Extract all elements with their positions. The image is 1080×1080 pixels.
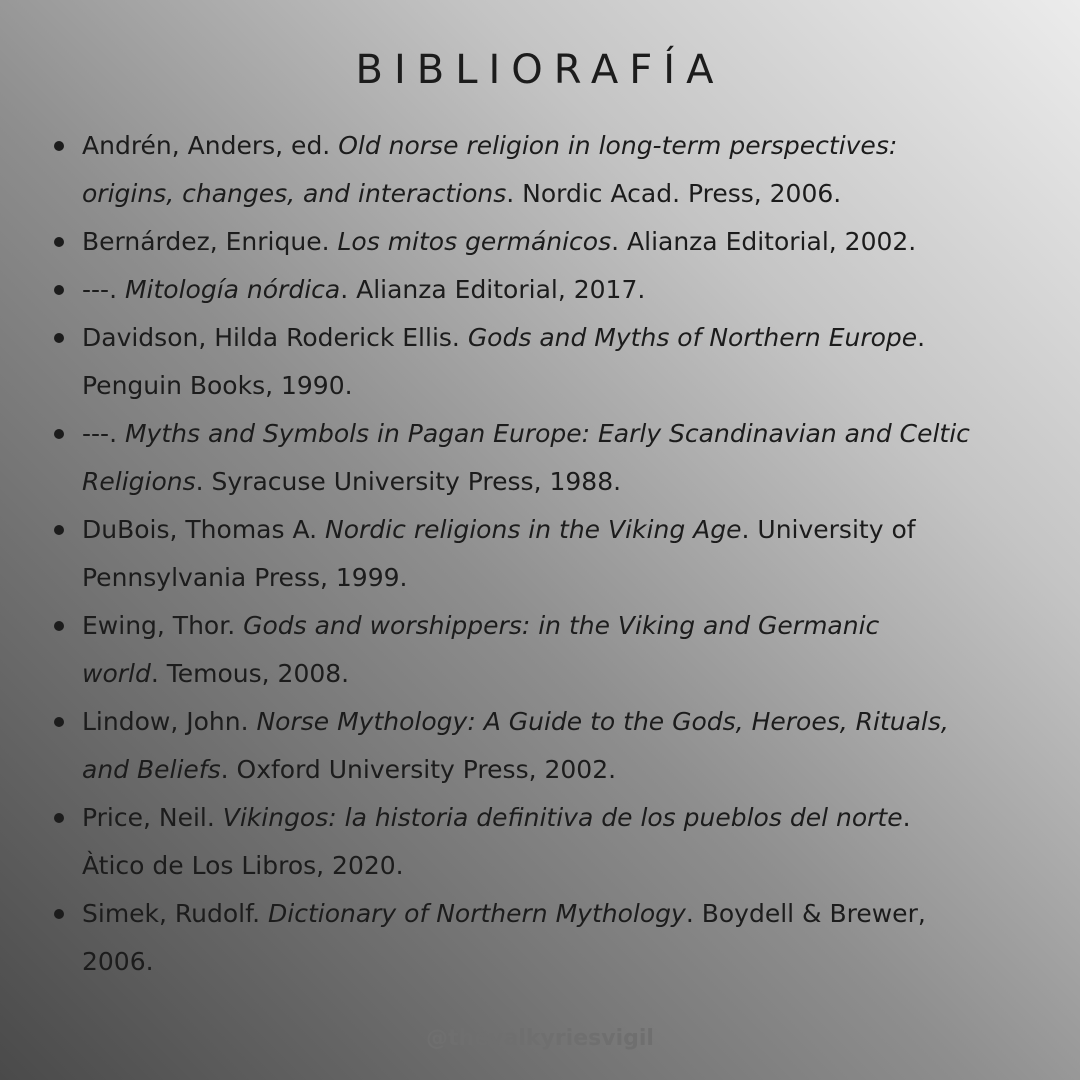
bullet-icon — [54, 285, 64, 295]
entry-title: Nordic religions in the Viking Age — [325, 515, 742, 544]
entry-text: . Nordic Acad. Press, 2006. — [506, 179, 842, 208]
entry-line-2 — [82, 554, 1048, 602]
entry-text: Andrén, Anders, ed. — [82, 131, 339, 160]
entry-title: Old norse religion in long-term perspectives: — [338, 131, 898, 160]
entry-text: Pennsylvania Press, 1999. — [82, 563, 408, 592]
bullet-icon — [54, 813, 64, 823]
entry-text: 2006. — [82, 947, 154, 976]
entry-text: Davidson, Hilda Roderick Ellis. — [82, 323, 468, 352]
bullet-icon — [54, 909, 64, 919]
bibliography-entry — [48, 602, 1048, 698]
entry-text: . Oxford University Press, 2002. — [220, 755, 617, 784]
bibliography-entry — [48, 266, 1048, 314]
bibliography-entry — [48, 218, 1048, 266]
entry-text: . Alianza Editorial, 2017. — [340, 275, 646, 304]
entry-line-2 — [82, 362, 1048, 410]
entry-text: Bernárdez, Enrique. — [82, 227, 338, 256]
entry-title: Religions — [82, 467, 196, 496]
entry-line-2 — [82, 746, 1048, 794]
entry-line-1 — [82, 698, 1048, 746]
entry-text: Price, Neil. — [82, 803, 223, 832]
entry-text: Simek, Rudolf. — [82, 899, 268, 928]
page-title: BIBLIORAFÍA — [355, 47, 725, 93]
entry-text: ---. — [82, 275, 125, 304]
bullet-icon — [54, 525, 64, 535]
entry-line-1 — [82, 266, 1048, 314]
entry-title: Gods and worshippers: in the Viking and Germanic — [243, 611, 880, 640]
bibliography-entry — [48, 698, 1048, 794]
entry-line-2 — [82, 650, 1048, 698]
entry-text: Àtico de Los Libros, 2020. — [82, 851, 404, 880]
entry-text: . Alianza Editorial, 2002. — [611, 227, 917, 256]
bullet-icon — [54, 141, 64, 151]
entry-line-1 — [82, 794, 1048, 842]
entry-text: . University of — [741, 515, 916, 544]
bibliography-entry — [48, 506, 1048, 602]
entry-title: Mitología nórdica — [124, 275, 341, 304]
entry-line-1 — [82, 122, 1048, 170]
bibliography-entry — [48, 122, 1048, 218]
entry-title: Norse Mythology: A Guide to the Gods, Heroes, Rituals, — [256, 707, 949, 736]
entry-line-1 — [82, 506, 1048, 554]
entry-line-1 — [82, 218, 1048, 266]
bibliography-entry — [48, 794, 1048, 890]
entry-text: DuBois, Thomas A. — [82, 515, 326, 544]
entry-line-2 — [82, 842, 1048, 890]
bibliography-list — [48, 122, 1048, 986]
entry-text: . — [902, 803, 911, 832]
entry-text: Lindow, John. — [82, 707, 257, 736]
entry-line-2 — [82, 170, 1048, 218]
entry-text: ---. — [82, 419, 125, 448]
entry-title: Los mitos germánicos — [337, 227, 612, 256]
entry-text: . Temous, 2008. — [150, 659, 350, 688]
entry-line-1 — [82, 410, 1048, 458]
social-handle: @thevalkyriesvigil — [426, 1026, 654, 1051]
entry-line-2 — [82, 458, 1048, 506]
entry-text: . — [917, 323, 926, 352]
bullet-icon — [54, 237, 64, 247]
entry-title: Myths and Symbols in Pagan Europe: Early Scandinavian and Celtic — [124, 419, 970, 448]
bullet-icon — [54, 429, 64, 439]
bibliography-entry — [48, 314, 1048, 410]
entry-line-2 — [82, 938, 1048, 986]
entry-line-1 — [82, 602, 1048, 650]
entry-text: . Syracuse University Press, 1988. — [195, 467, 622, 496]
entry-title: Dictionary of Northern Mythology — [268, 899, 686, 928]
entry-title: origins, changes, and interactions — [82, 179, 507, 208]
entry-text: Ewing, Thor. — [82, 611, 244, 640]
bibliography-entry — [48, 890, 1048, 986]
bullet-icon — [54, 333, 64, 343]
bibliography-entry — [48, 410, 1048, 506]
entry-line-1 — [82, 890, 1048, 938]
bullet-icon — [54, 717, 64, 727]
entry-text: Penguin Books, 1990. — [82, 371, 353, 400]
entry-text: . Boydell & Brewer, — [685, 899, 926, 928]
entry-title: world — [82, 659, 151, 688]
entry-title: Vikingos: la historia definitiva de los pueblos del norte — [222, 803, 903, 832]
entry-line-1 — [82, 314, 1048, 362]
entry-title: and Beliefs — [82, 755, 221, 784]
bullet-icon — [54, 621, 64, 631]
entry-title: Gods and Myths of Northern Europe — [467, 323, 918, 352]
